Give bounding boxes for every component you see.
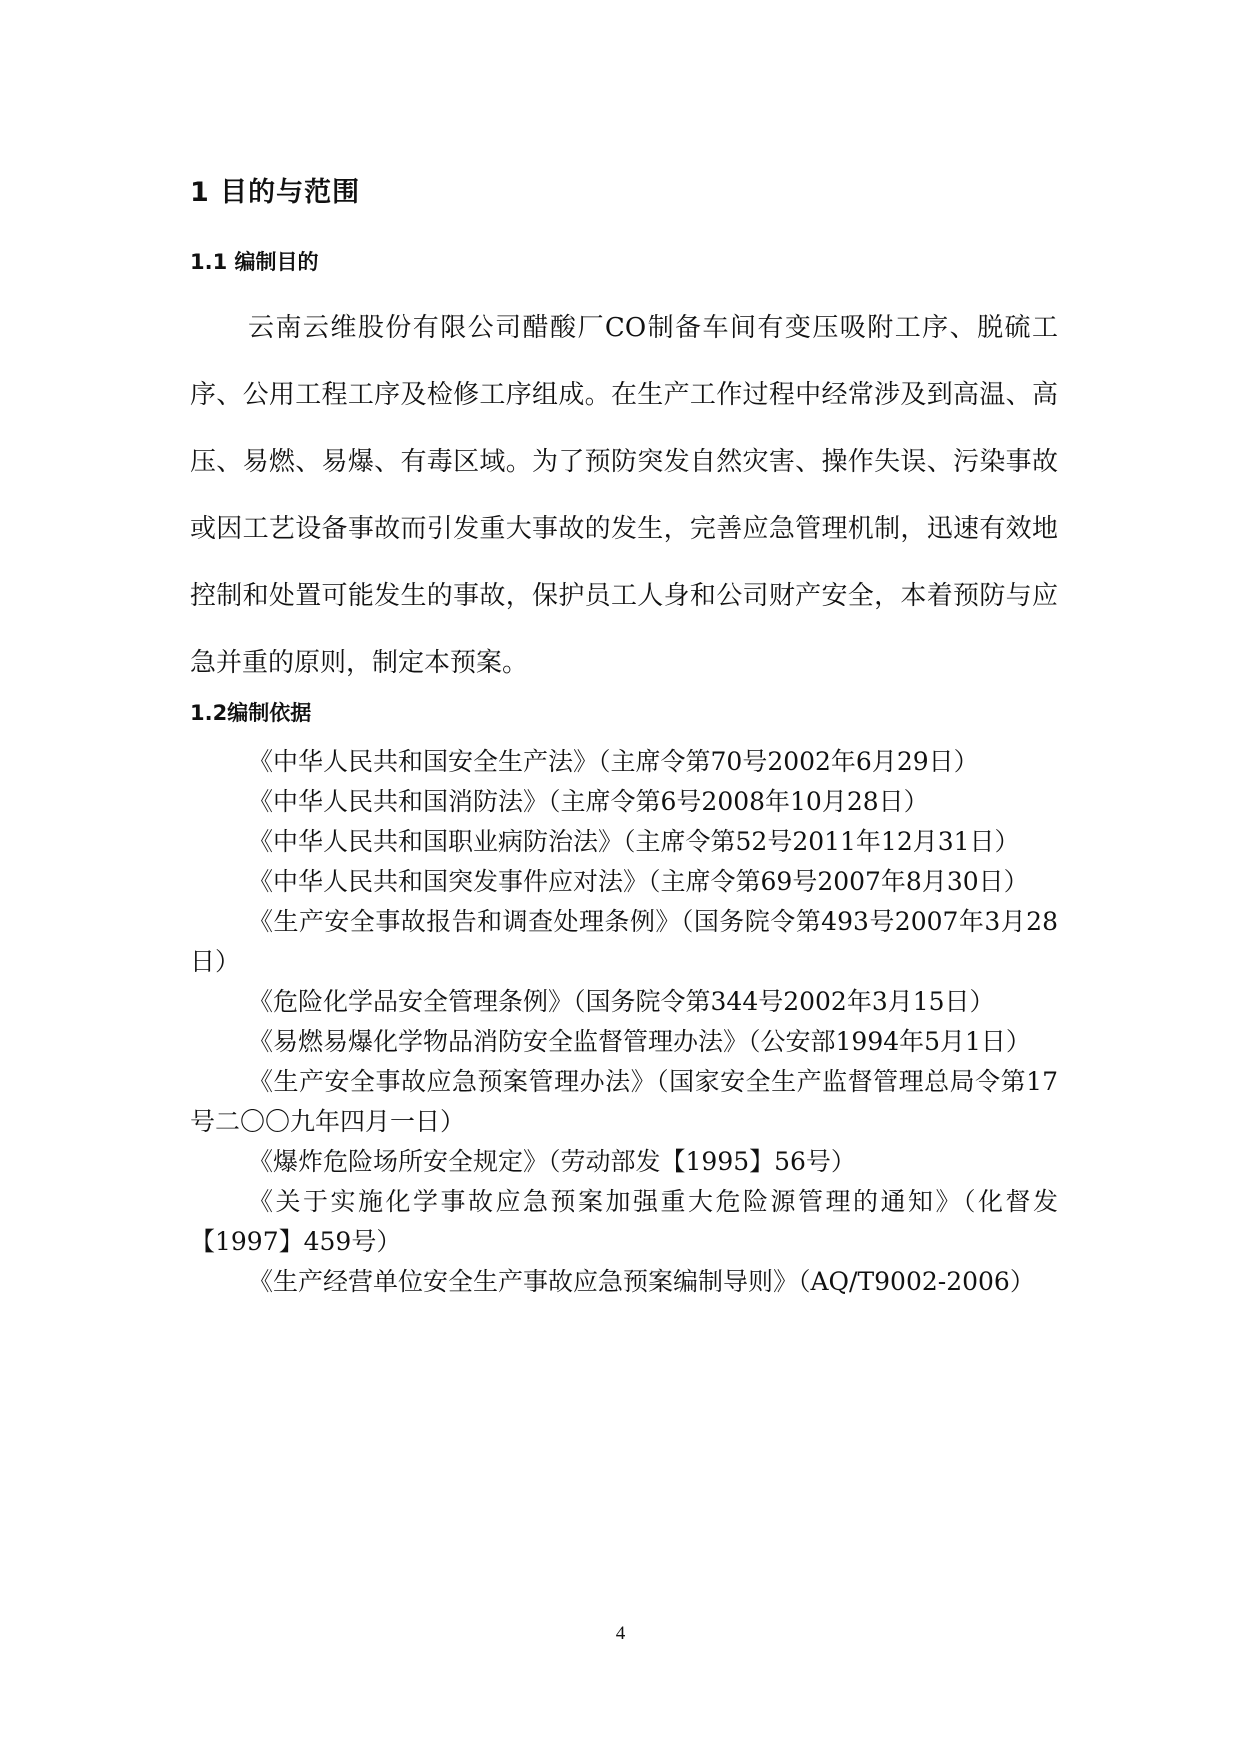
basis-item-flammable-explosive-measures: 《易燃易爆化学物品消防安全监督管理办法》（公安部1994年5月1日） [248,1027,1031,1056]
purpose-paragraph: 云南云维股份有限公司醋酸厂CO制备车间有变压吸附工序、脱硫工序、公用工程工序及检修工序组成。在生产工作过程中经常涉及到高温、高压、易燃、易爆、有毒区域。为了预防突发自然灾害、操作失误、污染事故或因工艺设备事故而引发重大事故的发生，完善应急管理机制，迅速有效地控制和处置可能发生的事故，保护员工人身和公司财产安全，本着预防与应急并重的原则，制定本预案。 [190,313,1058,678]
basis-item-chemical-accident-notice: 《关于实施化学事故应急预案加强重大危险源管理的通知》（化督发【1997】459号） [190,1187,1058,1256]
basis-item-occupational-disease-law: 《中华人民共和国职业病防治法》（主席令第52号2011年12月31日） [248,827,1020,856]
basis-item-fire-law: 《中华人民共和国消防法》（主席令第6号2008年10月28日） [248,787,929,816]
basis-item-emergency-response-law: 《中华人民共和国突发事件应对法》（主席令第69号2007年8月30日） [248,867,1029,896]
basis-item-accident-report-regulation: 《生产安全事故报告和调查处理条例》（国务院令第493号2007年3月28日） [190,907,1058,976]
section-title: 1 目的与范围 [190,177,361,208]
purpose-heading: 1.1 编制目的 [190,250,319,274]
basis-item-hazardous-chemicals-regulation: 《危险化学品安全管理条例》（国务院令第344号2002年3月15日） [248,987,995,1016]
basis-heading: 1.2编制依据 [190,701,312,725]
basis-item-emergency-plan-measures: 《生产安全事故应急预案管理办法》（国家安全生产监督管理总局令第17号二〇〇九年四月一日） [190,1067,1058,1136]
basis-item-explosion-hazard-rules: 《爆炸危险场所安全规定》（劳动部发【1995】56号） [248,1147,856,1176]
basis-item-safety-production-law: 《中华人民共和国安全生产法》（主席令第70号2002年6月29日） [248,747,979,776]
basis-list [190,742,1058,1302]
basis-item-plan-compilation-guide: 《生产经营单位安全生产事故应急预案编制导则》（AQ/T9002-2006） [248,1267,1035,1296]
page-number: 4 [615,1623,626,1644]
